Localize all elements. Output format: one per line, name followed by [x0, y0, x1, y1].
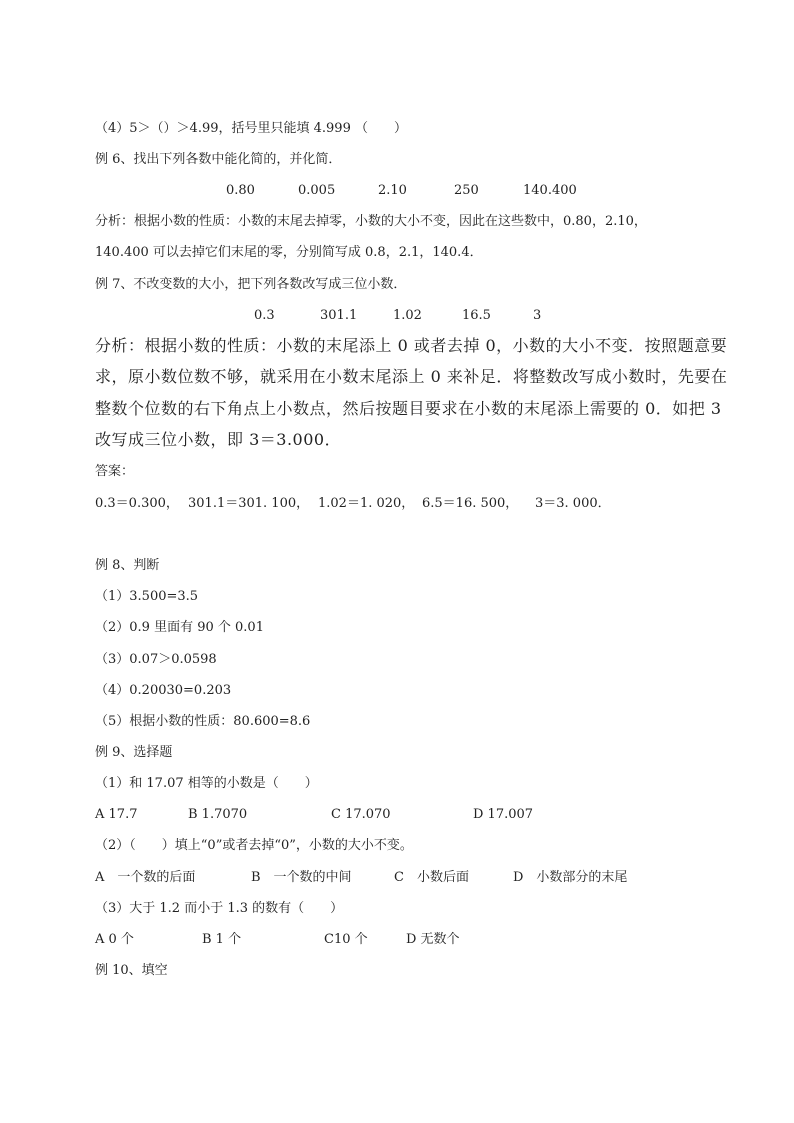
option: B 1.7070 [188, 807, 248, 822]
question-3: （3）大于 1.2 而小于 1.3 的数有（ ） [95, 901, 344, 916]
answer-label: 答案： [95, 464, 135, 479]
option: D 17.007 [473, 807, 534, 822]
option: A 一个数的后面 [95, 870, 196, 885]
example-7-analysis-2: 求，原小数位数不够，就采用在小数末尾添上 0 来补足．将整数改写成小数时，先要在 [95, 367, 728, 386]
example-7-title: 例 7、不改变数的大小，把下列各数改写成三位小数． [95, 277, 407, 292]
judge-item: （5）根据小数的性质：80.600=8.6 [95, 714, 311, 729]
example-6-analysis-cont: 140.400 可以去掉它们末尾的零，分别简写成 0.8，2.1，140.4． [95, 245, 483, 260]
number: 250 [454, 183, 479, 198]
answer: 1.02＝1. 020， [318, 496, 415, 511]
example-7-analysis-4: 改写成三位小数，即 3＝3.000． [95, 430, 342, 449]
answer: 0.3＝0.300， [95, 496, 179, 511]
number: 0.005 [298, 183, 336, 198]
option: A 0 个 [95, 932, 134, 947]
number: 301.1 [320, 308, 358, 323]
number: 1.02 [393, 308, 422, 323]
judge-item: （1）3.500=3.5 [95, 589, 199, 604]
example-7-analysis-1: 分析：根据小数的性质：小数的末尾添上 0 或者去掉 0，小数的大小不变．按照题意要 [95, 336, 728, 355]
answer: 6.5＝16. 500， [422, 496, 519, 511]
ex5-item-4: （4）5＞（）＞4.99，括号里只能填 4.999 （ ） [95, 121, 407, 136]
number: 3 [533, 308, 542, 323]
number: 0.80 [226, 183, 255, 198]
option: B 一个数的中间 [251, 870, 352, 885]
option: D 无数个 [406, 932, 460, 947]
number: 140.400 [523, 183, 577, 198]
example-6-title: 例 6、找出下列各数中能化简的，并化简． [95, 152, 342, 167]
question-2: （2）（ ）填上“0”或者去掉“0”，小数的大小不变。 [95, 838, 413, 853]
judge-item: （2）0.9 里面有 90 个 0.01 [95, 620, 264, 635]
example-6-analysis: 分析：根据小数的性质：小数的末尾去掉零，小数的大小不变，因此在这些数中，0.80，2.10， [95, 214, 647, 229]
option: C 小数后面 [394, 870, 469, 885]
example-8-title: 例 8、判断 [95, 558, 160, 573]
answer: 301.1＝301. 100， [188, 496, 310, 511]
judge-item: （4）0.20030=0.203 [95, 683, 232, 698]
question-1: （1）和 17.07 相等的小数是（ ） [95, 776, 318, 791]
example-9-title: 例 9、选择题 [95, 745, 173, 760]
number: 2.10 [378, 183, 407, 198]
option: A 17.7 [95, 807, 138, 822]
example-10-title: 例 10、填空 [95, 963, 168, 978]
answer: 3＝3. 000． [535, 496, 611, 511]
option: C 17.070 [331, 807, 391, 822]
option: B 1 个 [202, 932, 242, 947]
number: 0.3 [254, 308, 275, 323]
option: D 小数部分的末尾 [513, 870, 628, 885]
judge-item: （3）0.07＞0.0598 [95, 652, 217, 667]
option: C10 个 [324, 932, 368, 947]
example-7-analysis-3: 整数个位数的右下角点上小数点，然后按题目要求在小数的末尾添上需要的 0．如把 3 [95, 399, 722, 418]
number: 16.5 [462, 308, 491, 323]
